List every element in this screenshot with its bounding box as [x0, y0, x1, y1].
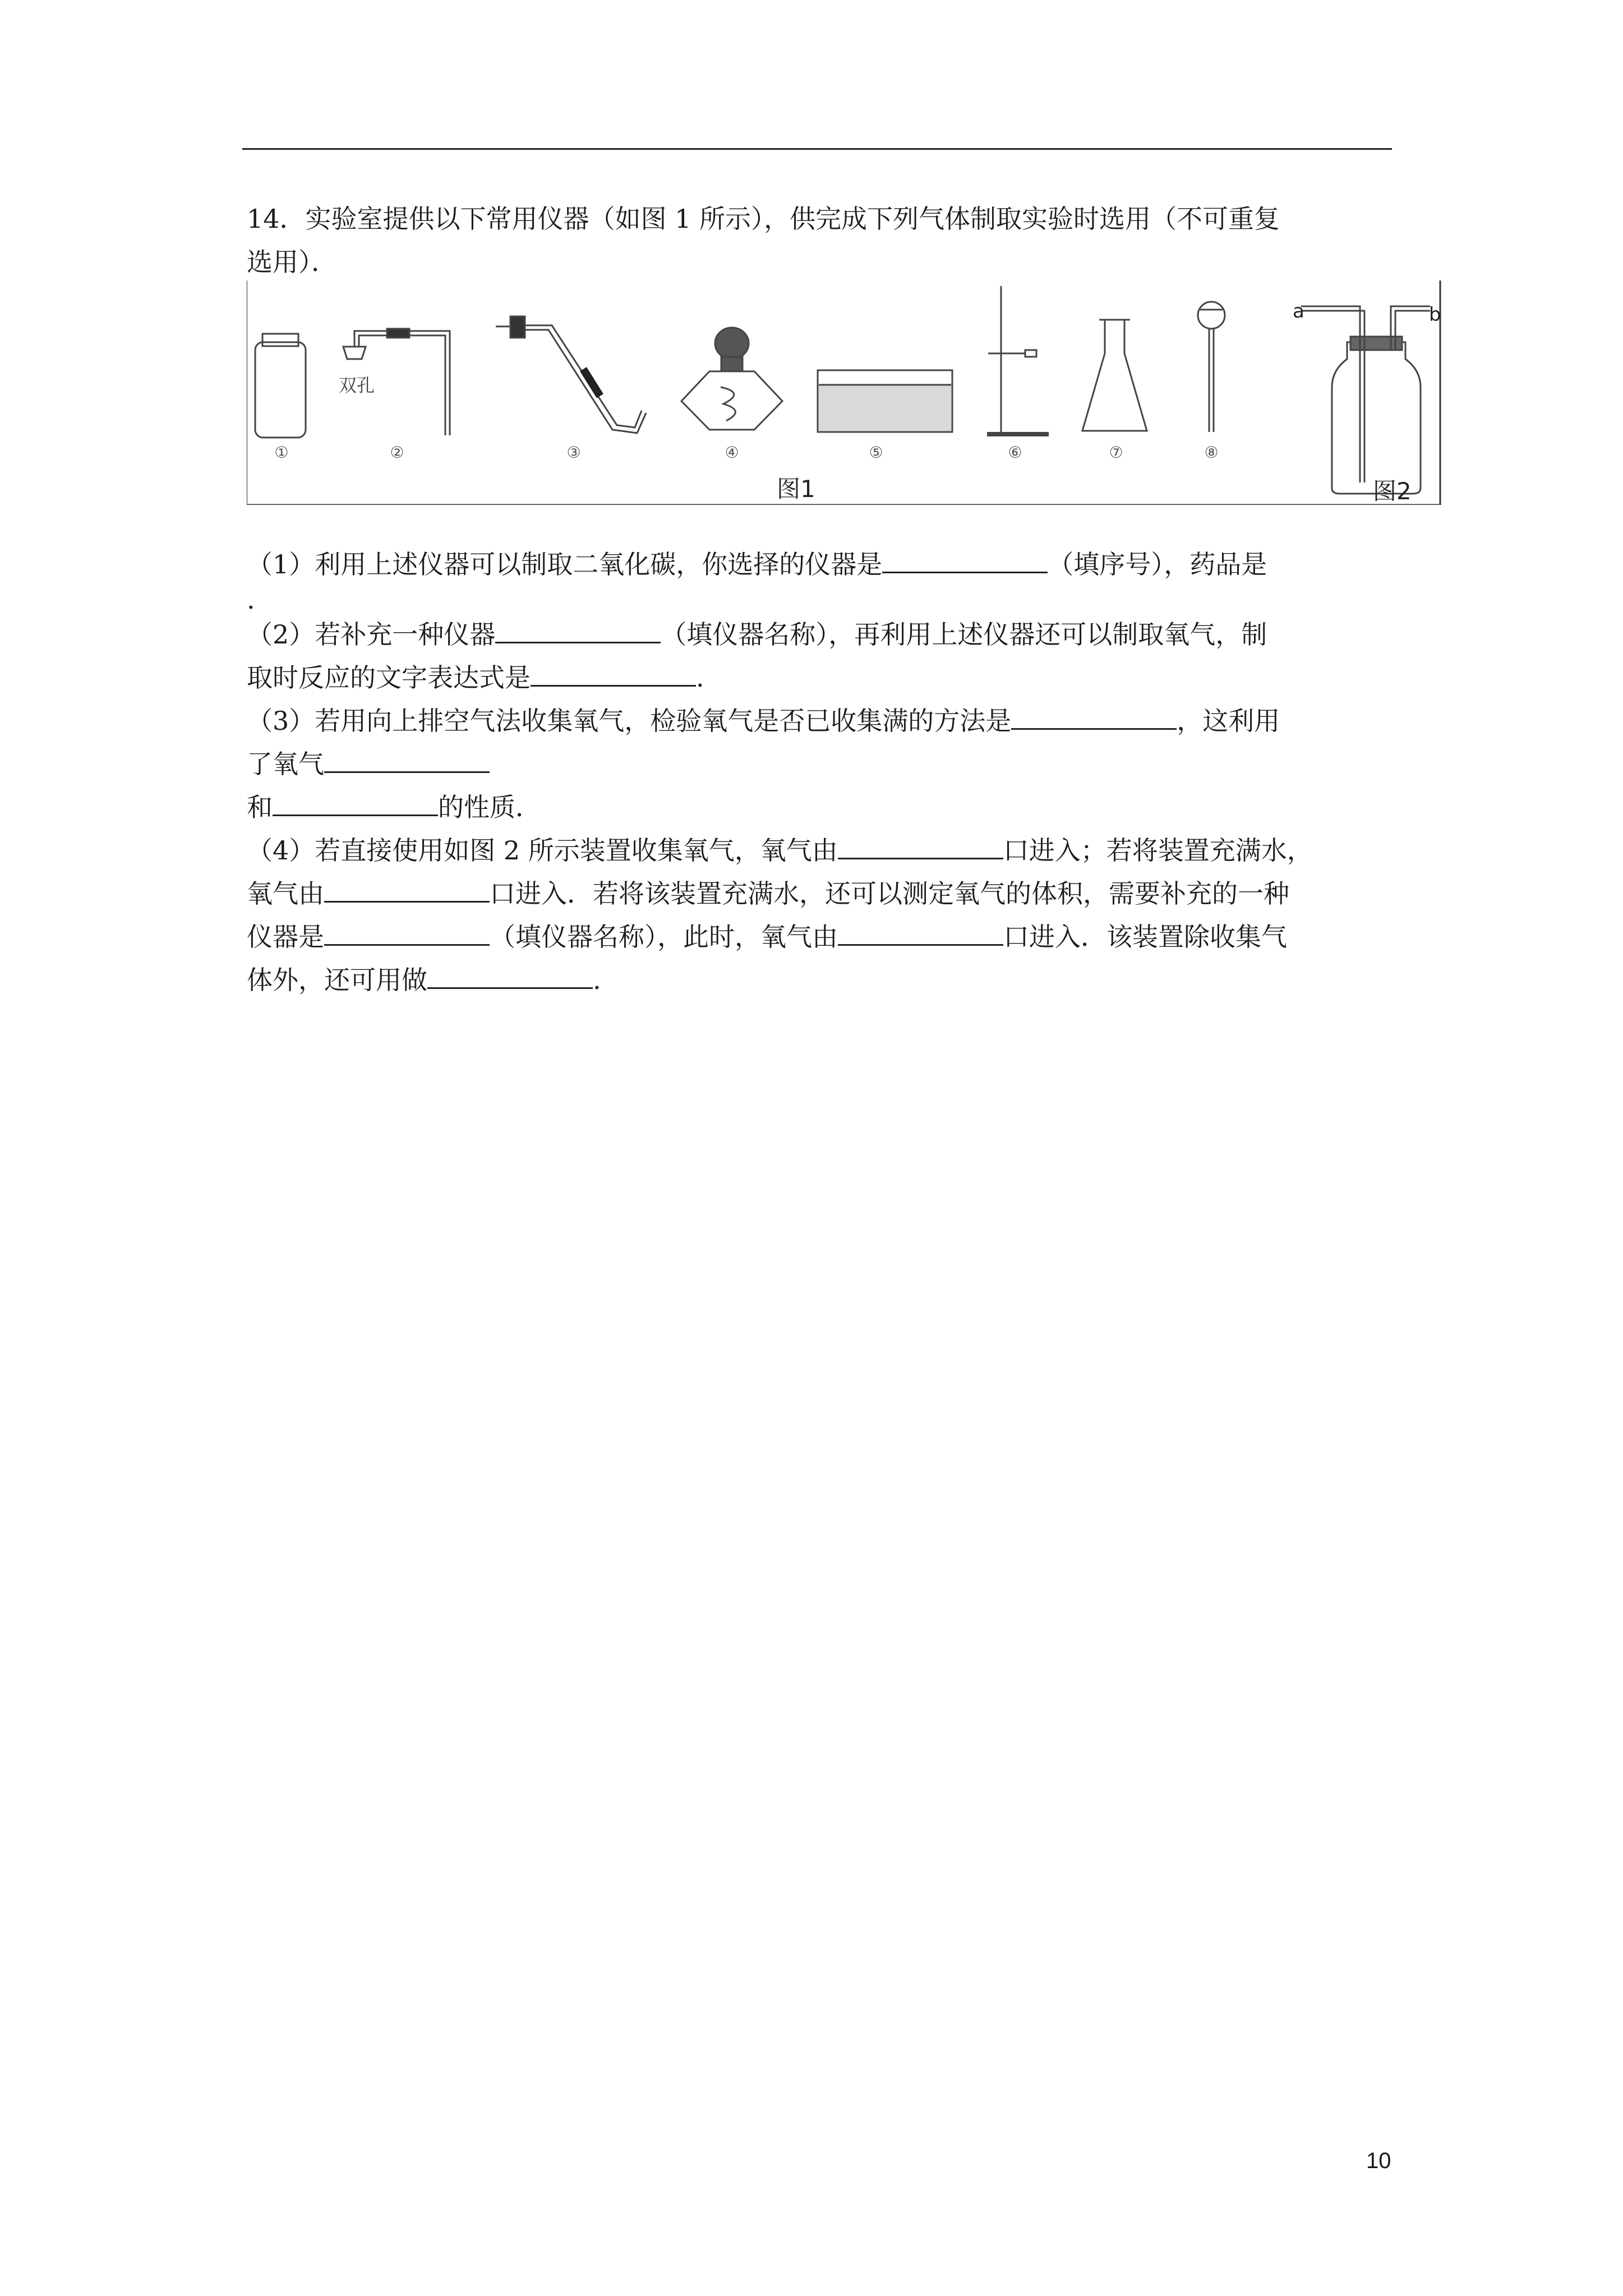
part-4-line-3: 仪器是 （填仪器名称），此时，氧气由 口进入．该装置除收集气	[247, 915, 1391, 959]
answer-blank[interactable]	[1011, 701, 1177, 730]
part-3-line-1: （3）若用向上排空气法收集氧气，检验氧气是否已收集满的方法是 ，这利用	[247, 700, 1391, 743]
question-intro-line-2: 选用）．	[247, 247, 337, 277]
part-3-line-2: 了氧气	[247, 743, 1391, 786]
label-4: ④	[725, 443, 739, 462]
port-b-label: b	[1429, 303, 1441, 326]
question-intro-line-1: 14．实验室提供以下常用仪器（如图 1 所示），供完成下列气体制取实验时选用（不可重复	[247, 204, 1280, 234]
part-3-line-3: 和 的性质．	[247, 786, 1391, 829]
alcohol-lamp	[681, 328, 782, 430]
page-number: 10	[1366, 2148, 1391, 2173]
part-4-line-2: 氧气由 口进入．若将该装置充满水，还可以测定氧气的体积，需要补充的一种	[247, 872, 1391, 915]
answer-blank[interactable]	[495, 615, 661, 643]
part-1-line-2: .	[247, 585, 255, 615]
single-hole-stopper-tube	[496, 316, 646, 433]
label-2: ②	[390, 443, 404, 462]
water-trough	[818, 370, 952, 432]
stopper-label: 双孔	[339, 375, 375, 396]
answer-blank[interactable]	[324, 744, 490, 773]
part-2-line-1: （2）若补充一种仪器 （填仪器名称），再利用上述仪器还可以制取氧气，制	[247, 613, 1391, 656]
fig2-caption: 图2	[1373, 477, 1412, 505]
port-a-label: a	[1293, 300, 1304, 323]
answer-blank[interactable]	[838, 917, 1003, 946]
label-6: ⑥	[1008, 443, 1022, 462]
apparatus-figure	[247, 280, 1441, 505]
question-parts	[247, 543, 1391, 1002]
label-5: ⑤	[869, 443, 883, 462]
label-7: ⑦	[1109, 443, 1123, 462]
label-3: ③	[566, 443, 581, 462]
wide-mouth-bottle	[255, 334, 306, 438]
conical-flask	[1082, 320, 1147, 431]
question-intro	[247, 197, 1391, 284]
fig1-caption: 图1	[777, 475, 815, 503]
iron-stand	[987, 286, 1049, 434]
part-2-line-2: 取时反应的文字表达式是 .	[247, 656, 1391, 700]
label-1: ①	[274, 443, 289, 462]
answer-blank[interactable]	[324, 874, 490, 903]
answer-blank[interactable]	[882, 545, 1048, 573]
apparatus-drawing	[247, 280, 1441, 505]
label-8: ⑧	[1204, 443, 1219, 462]
gas-collecting-bottle	[1301, 306, 1430, 494]
long-neck-funnel	[1198, 302, 1225, 432]
answer-blank[interactable]	[273, 788, 438, 816]
answer-blank[interactable]	[427, 960, 593, 989]
header-rule	[242, 148, 1392, 150]
answer-blank[interactable]	[324, 917, 490, 946]
answer-blank[interactable]	[531, 658, 696, 687]
answer-blank[interactable]	[838, 831, 1003, 859]
part-4-line-1: （4）若直接使用如图 2 所示装置收集氧气，氧气由 口进入；若将装置充满水，	[247, 829, 1391, 872]
part-4-line-4: 体外，还可用做 .	[247, 959, 1391, 1002]
part-1-line-1: （1）利用上述仪器可以制取二氧化碳，你选择的仪器是 （填序号），药品是	[247, 543, 1391, 586]
